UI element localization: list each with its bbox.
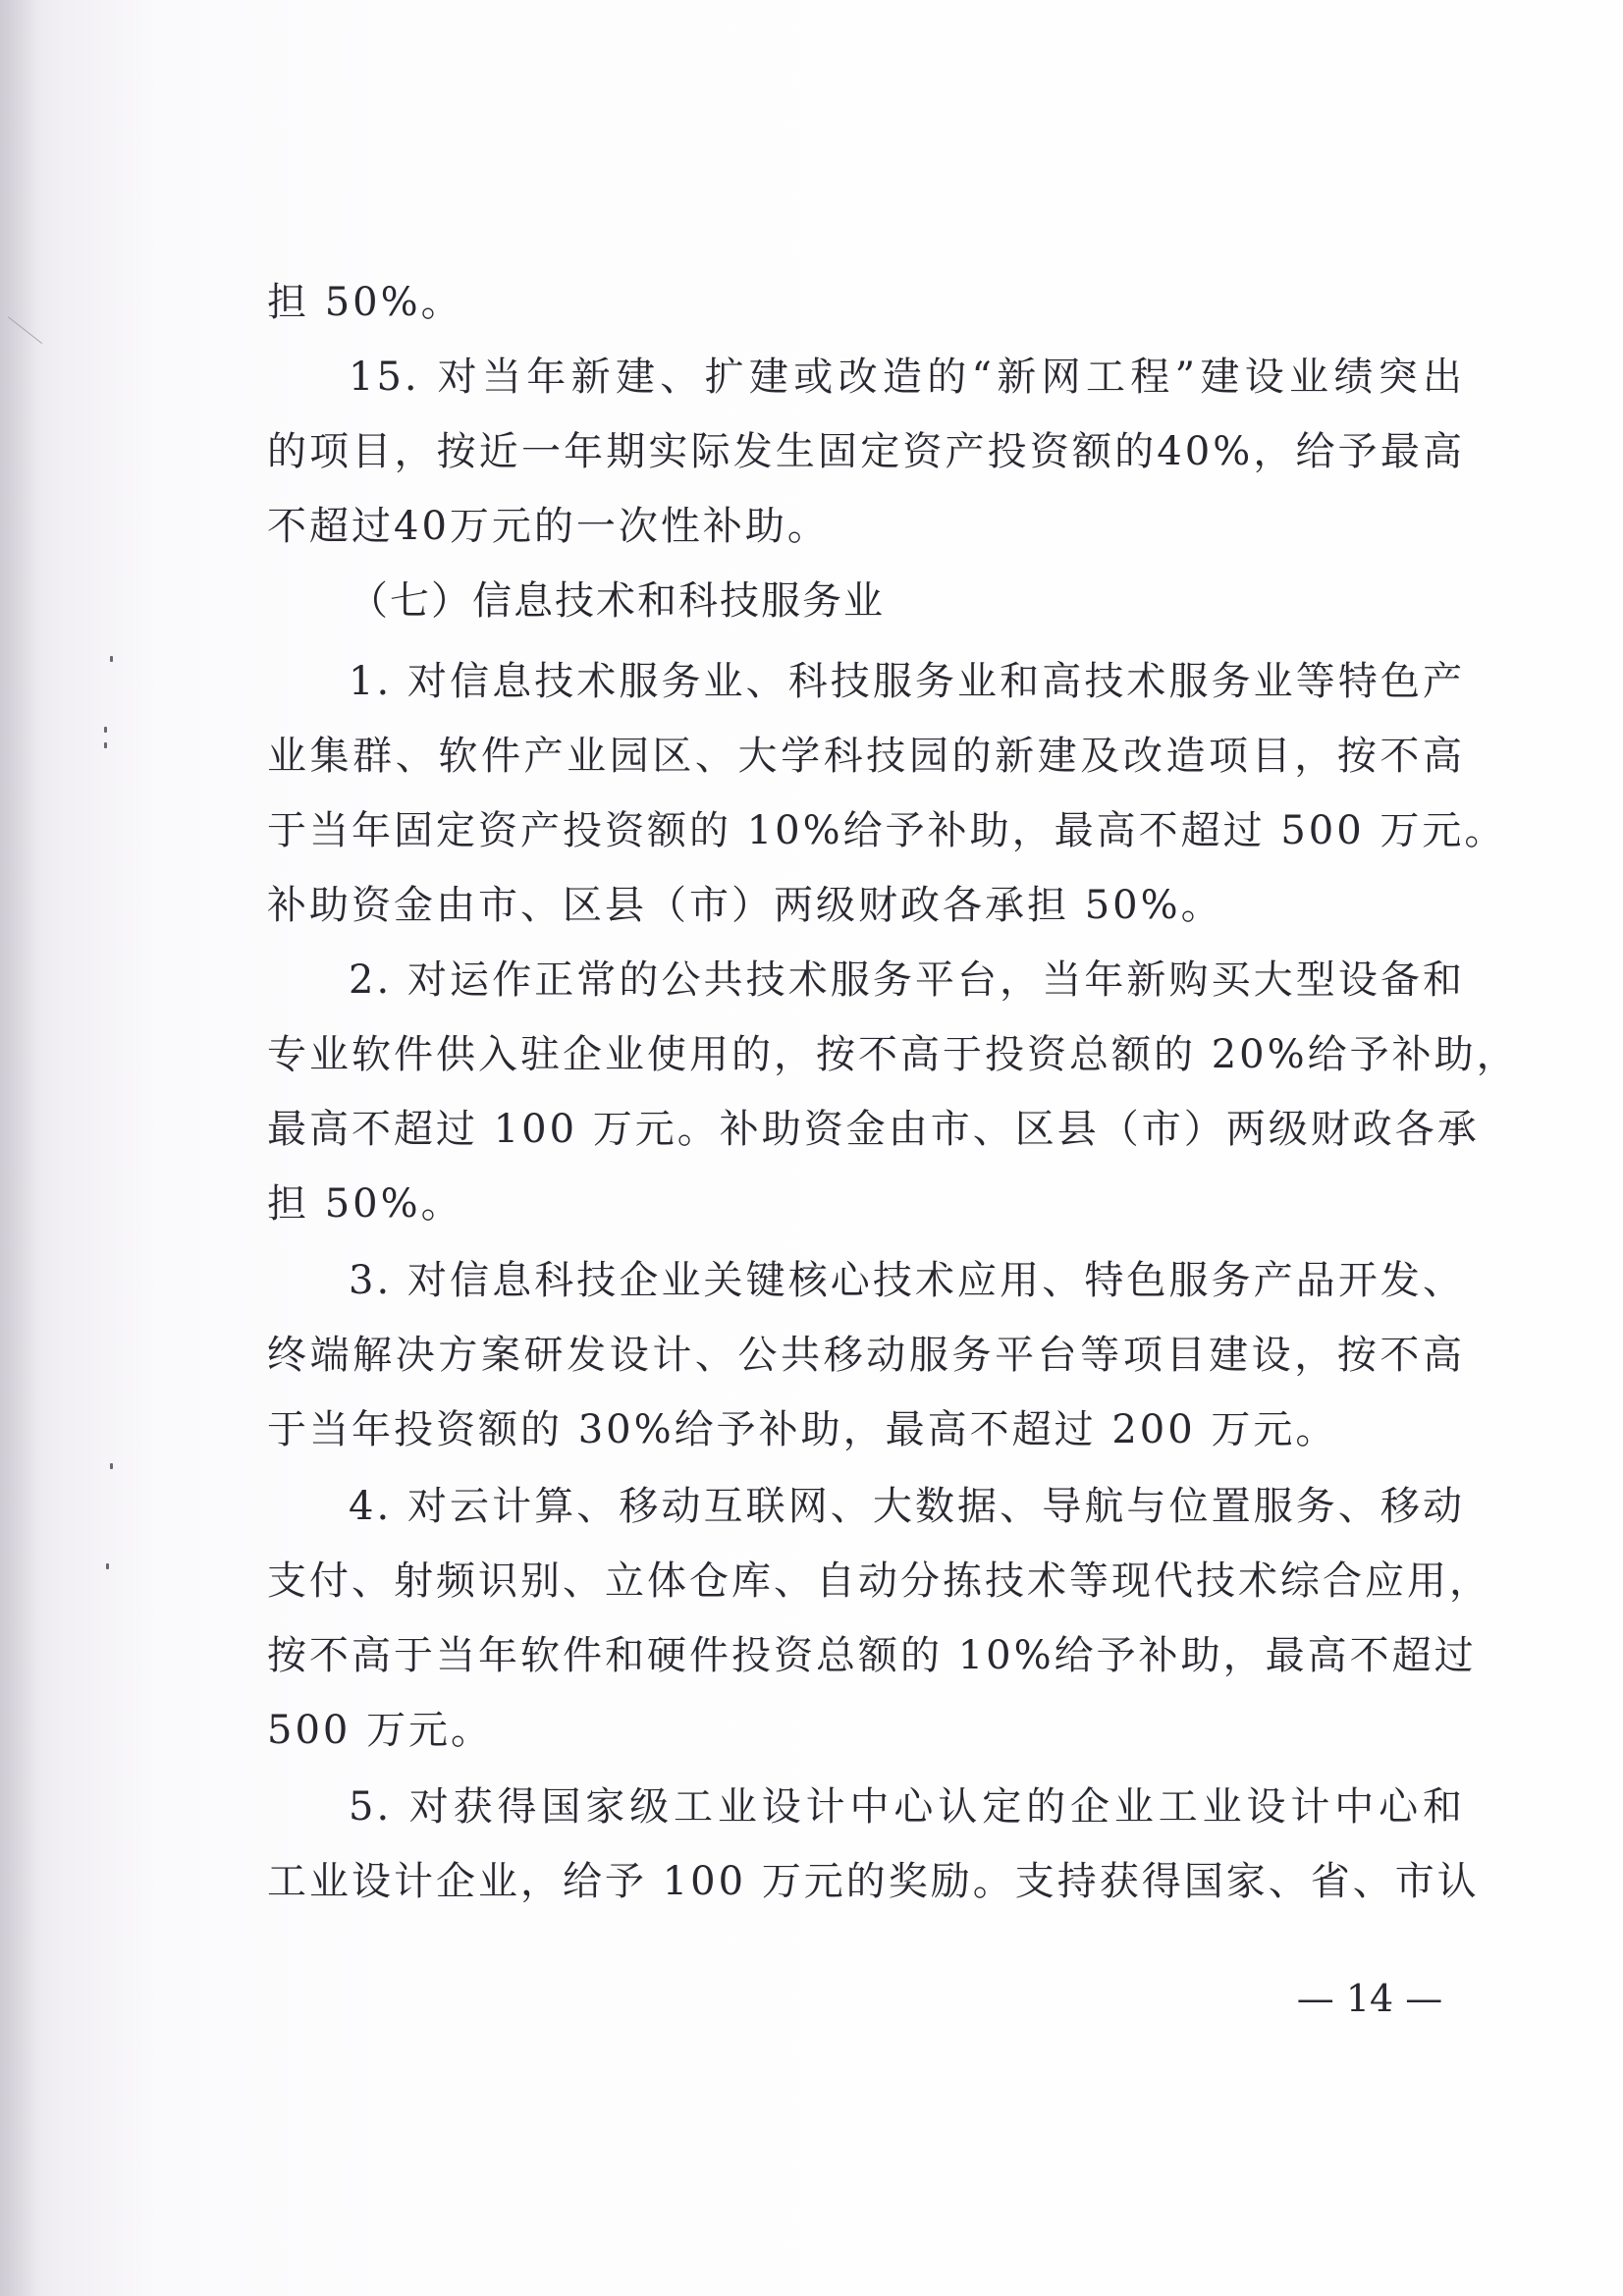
body-line: 1. 对信息技术服务业、科技服务业和高技术服务业等特色产 xyxy=(349,659,1465,704)
body-line: 专业软件供入驻企业使用的，按不高于投资总额的 20%给予补助， xyxy=(267,1032,1519,1077)
body-line: 担 50%。 xyxy=(267,280,463,325)
body-line: 工业设计企业，给予 100 万元的奖励。支持获得国家、省、市认 xyxy=(267,1859,1480,1904)
body-line: 的项目，按近一年期实际发生固定资产投资额的40%，给予最高 xyxy=(267,429,1465,474)
body-line: 业集群、软件产业园区、大学科技园的新建及改造项目，按不高 xyxy=(267,734,1465,779)
body-line: 支付、射频识别、立体仓库、自动分拣技术等现代技术综合应用， xyxy=(267,1558,1491,1604)
scan-artifact-mark xyxy=(110,656,113,662)
section-heading: （七）信息技术和科技服务业 xyxy=(349,578,885,624)
page-number: — 14 — xyxy=(1296,1977,1443,2020)
body-line: 15. 对当年新建、扩建或改造的“新网工程”建设业绩突出 xyxy=(349,355,1465,400)
body-line: 2. 对运作正常的公共技术服务平台，当年新购买大型设备和 xyxy=(349,957,1465,1003)
body-line: 最高不超过 100 万元。补助资金由市、区县（市）两级财政各承 xyxy=(267,1107,1480,1152)
scan-artifact-mark xyxy=(110,1463,113,1469)
body-line: 3. 对信息科技企业关键核心技术应用、特色服务产品开发、 xyxy=(349,1258,1465,1303)
body-line: 于当年投资额的 30%给予补助，最高不超过 200 万元。 xyxy=(267,1407,1338,1452)
body-line: 按不高于当年软件和硬件投资总额的 10%给予补助，最高不超过 xyxy=(267,1633,1477,1678)
body-line: 担 50%。 xyxy=(267,1181,463,1227)
body-line: 于当年固定资产投资额的 10%给予补助，最高不超过 500 万元。 xyxy=(267,808,1507,853)
scan-artifact-mark xyxy=(104,727,107,733)
scan-artifact-mark xyxy=(106,1563,109,1569)
body-line: 补助资金由市、区县（市）两级财政各承担 50%。 xyxy=(267,883,1223,928)
body-line: 500 万元。 xyxy=(267,1708,494,1753)
scan-artifact-mark xyxy=(104,742,107,748)
scan-edge-shadow xyxy=(0,0,37,2296)
body-line: 不超过40万元的一次性补助。 xyxy=(267,504,830,549)
body-line: 4. 对云计算、移动互联网、大数据、导航与位置服务、移动 xyxy=(349,1484,1465,1529)
body-line: 5. 对获得国家级工业设计中心认定的企业工业设计中心和 xyxy=(349,1784,1465,1830)
body-line: 终端解决方案研发设计、公共移动服务平台等项目建设，按不高 xyxy=(267,1333,1465,1378)
